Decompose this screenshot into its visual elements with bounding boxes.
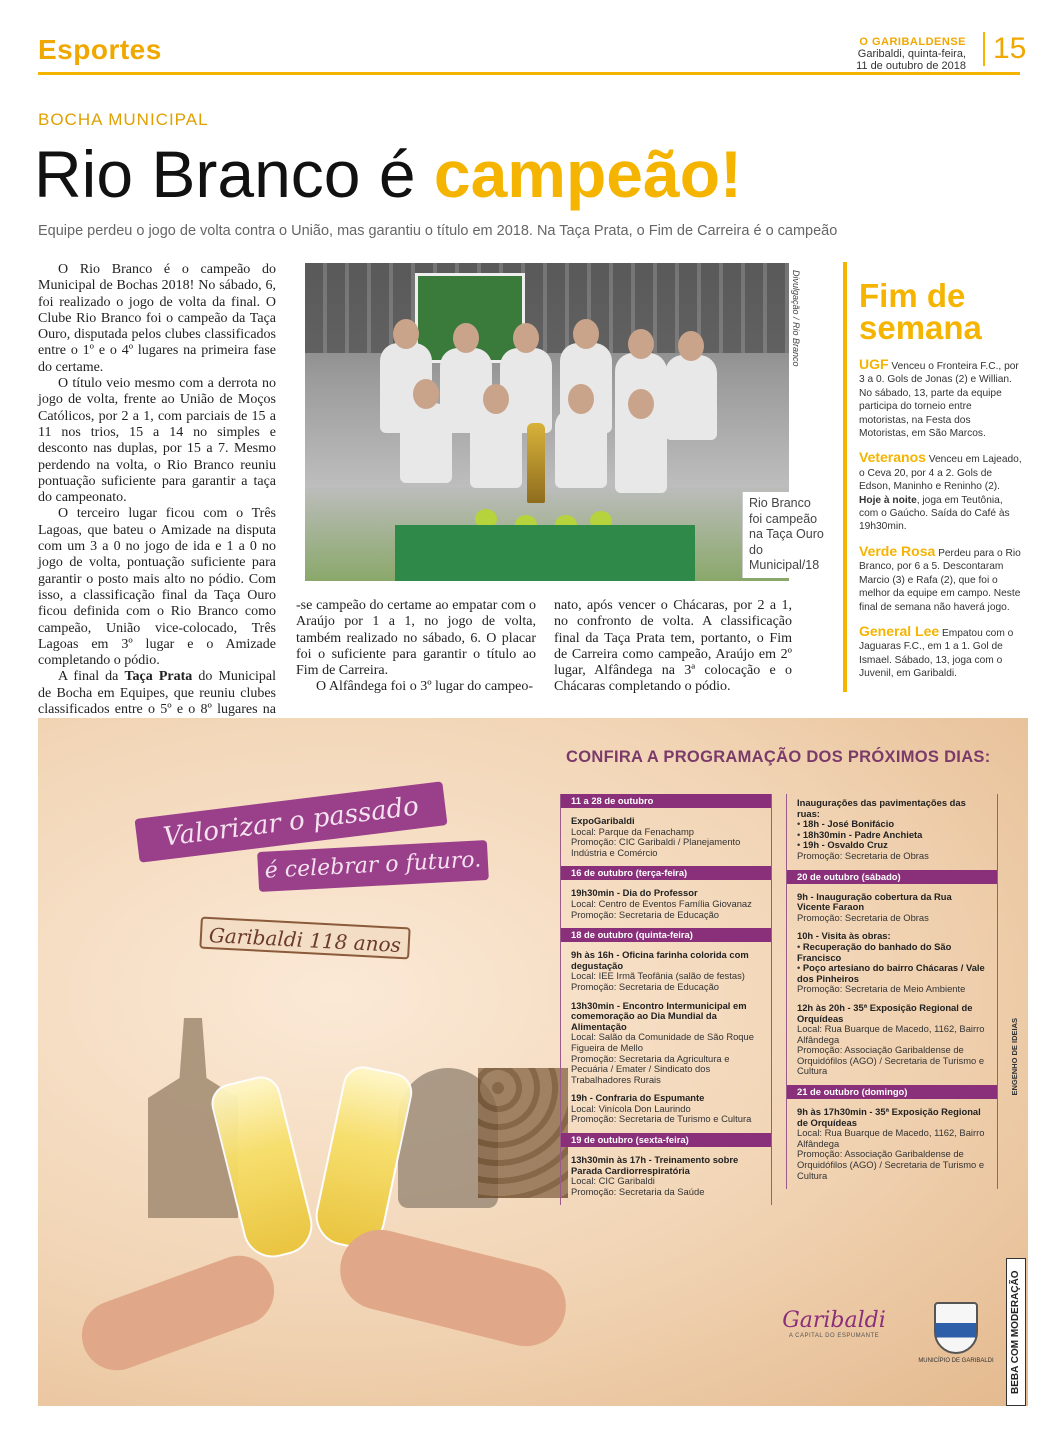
- program-title: CONFIRA A PROGRAMAÇÃO DOS PRÓXIMOS DIAS:: [566, 748, 991, 766]
- event-detail: Promoção: CIC Garibaldi / Planejamento Indústria e Comércio: [571, 836, 741, 858]
- event-detail: Promoção: Secretaria de Educação: [571, 908, 719, 920]
- municipality-label: MUNICÍPIO DE GARIBALDI: [918, 1358, 994, 1364]
- event-title: Inaugurações das pavimentações das ruas:: [797, 797, 966, 819]
- team-result: Perdeu para o Rio Branco, por 6 a 5. Descontaram Marcio (3) e Rafa (2), que foi o melhor da equipe em campo. Neste final de semana não haverá jogo.: [859, 547, 1021, 613]
- article-paragraph: O terceiro lugar ficou com o Três Lagoas, que bateu o Amizade na disputa com um 3 a 0 no jogo de ida e 1 a 0 no jogo de volta, pontuação suficiente para garantir o posto mais alto no pódio. Com isso, a classificação final da Taça Ouro ficou definida com o Rio Branco como campeão, União vice-colocado, Três Lagoas em 3º lugar e o Amizade completando o pódio.: [38, 506, 276, 669]
- event-detail: Local: Centro de Eventos Família Giovanaz: [571, 897, 752, 909]
- subhead: Equipe perdeu o jogo de volta contra o União, mas garantiu o título em 2018. Na Taça Prata, o Fim de Carreira é o campeão: [38, 223, 838, 239]
- player: [555, 408, 607, 488]
- headline-accent: campeão!: [433, 137, 742, 211]
- player: [665, 355, 717, 440]
- program-event: [787, 931, 997, 995]
- program-event: [787, 892, 997, 924]
- barrels-illustration: [478, 1068, 568, 1198]
- player-head: [413, 379, 439, 409]
- program-event: [561, 888, 771, 920]
- team-name: Verde Rosa: [859, 542, 936, 559]
- event-detail: Promoção: Secretaria da Agricultura e Pecuária / Emater / Sindicato dos Trabalhadores Rurais: [571, 1052, 730, 1085]
- event-list-item: 18h30min - Padre Anchieta: [802, 828, 923, 840]
- team-photo: [305, 263, 789, 581]
- program-date-header: 11 a 28 de outubro: [561, 794, 771, 808]
- photo-caption: Rio Branco foi campeão na Taça Ouro do Municipal/18: [742, 492, 832, 578]
- player-head: [483, 384, 509, 414]
- hand-illustration: [332, 1221, 575, 1354]
- player-head: [628, 329, 654, 359]
- event-detail: Promoção: Secretaria de Meio Ambiente: [797, 983, 966, 995]
- trophy: [527, 423, 545, 503]
- event-detail: Promoção: Secretaria de Obras: [797, 911, 929, 923]
- event-list: [797, 942, 987, 984]
- program-date-header: 16 de outubro (terça-feira): [561, 866, 771, 880]
- team-name: General Lee: [859, 622, 940, 639]
- event-title: ExpoGaribaldi: [571, 815, 635, 826]
- ad-ribbon-3: Garibaldi 118 anos: [199, 917, 410, 960]
- sidebar-item: [859, 542, 1023, 614]
- event-detail: Local: Rua Buarque de Macedo, 1162, Bairro Alfândega: [797, 1127, 985, 1149]
- event-title: 19h30min - Dia do Professor: [571, 887, 698, 899]
- player-head: [568, 384, 594, 414]
- event-detail: Local: Parque da Fenachamp: [571, 825, 694, 837]
- event-detail: Local: Vinícola Don Laurindo: [571, 1102, 691, 1114]
- player: [615, 413, 667, 493]
- paper-name: O GARIBALDENSE: [859, 36, 966, 48]
- event-title: 9h às 16h - Oficina farinha colorida com degustação: [571, 949, 749, 971]
- crest-icon: [934, 1302, 978, 1354]
- ad-ribbon-1: Valorizar o passado: [134, 781, 447, 862]
- article-paragraph: O Rio Branco é o campeão do Municipal de Bochas 2018! No sábado, 6, foi realizado o jogo de volta da final. O Clube Rio Branco foi o campeão da Taça Ouro, disputada pelos clubes classificados entre o 1º e o 4º lugares na primeira fase do certame.: [38, 262, 276, 375]
- sidebar-title-line-1: Fim de: [859, 277, 966, 314]
- event-list-item: Poço artesiano do bairro Chácaras / Vale dos Pinheiros: [797, 962, 985, 984]
- date-line-2: 11 de outubro de 2018: [856, 60, 966, 72]
- article-paragraph: O Alfândega foi o 3º lugar do campeo-: [316, 679, 533, 695]
- event-detail: Promoção: Secretaria da Saúde: [571, 1185, 705, 1197]
- para4-after: do Municipal de Bocha em Equipes, que reuniu clubes classificados entre o 5º e o 8º lugares na: [38, 669, 277, 718]
- para4-before: A final da: [58, 669, 125, 685]
- article-column-2: [296, 598, 536, 696]
- event-list-item: Recuperação do banhado do São Francisco: [797, 940, 952, 963]
- agency-credit: ENGENHO DE IDEIAS: [1010, 1018, 1019, 1096]
- page-number: 15: [983, 32, 1026, 66]
- masthead: [856, 36, 966, 72]
- date-line-1: Garibaldi, quinta-feira,: [857, 48, 966, 60]
- event-detail: Local: Rua Buarque de Macedo, 1162, Bairro Alfândega: [797, 1023, 985, 1045]
- column-2-text: -se campeão do certame ao empatar com o Araújo por 1 a 1, no jogo de volta, também realizado no sábado, 6. O placar foi o suficiente para garantir o título ao Fim de Carreira.: [296, 598, 536, 679]
- ad-ribbon-2: é celebrar o futuro.: [257, 840, 489, 892]
- program-date-header: 18 de outubro (quinta-feira): [561, 928, 771, 942]
- sidebar-title-line-2: semana: [859, 309, 982, 346]
- event-list-item: 18h - José Bonifácio: [802, 818, 895, 830]
- player-head: [393, 319, 419, 349]
- event-detail: Promoção: Secretaria de Turismo e Cultura: [571, 1113, 752, 1125]
- player: [400, 403, 452, 483]
- event-title: 13h30min às 17h - Treinamento sobre Parada Cardiorrespiratória: [571, 1154, 739, 1176]
- team-result: Empatou com o Jaguaras F.C., em 1 a 1. Gol de Ismael. Sábado, 13, joga com o Juvenil, em Garibaldi.: [859, 627, 1014, 680]
- event-detail: Promoção: Associação Garibaldense de Orquidófilos (AGO) / Secretaria de Turismo e Cultura: [797, 1148, 985, 1181]
- program-event: [561, 1093, 771, 1125]
- team-result-cont: , joga em Teutônia, com o Gaúcho. Saída do Café às 19h30min.: [859, 494, 1010, 533]
- event-title: 12h às 20h - 35ª Exposição Regional de Orquídeas: [797, 1001, 973, 1024]
- municipality-crest: [916, 1302, 996, 1364]
- player-head: [628, 389, 654, 419]
- headline-main: Rio Branco é: [34, 137, 434, 211]
- player: [470, 408, 522, 488]
- kicker: BOCHA MUNICIPAL: [38, 110, 209, 129]
- program-event: [787, 1003, 997, 1077]
- event-title: 9h às 17h30min - 35ª Exposição Regional de Orquídeas: [797, 1106, 981, 1128]
- program-event: [561, 816, 771, 858]
- program-date-header: 20 de outubro (sábado): [787, 870, 997, 884]
- program-event: [561, 1155, 771, 1197]
- event-title: 19h - Confraria do Espumante: [571, 1092, 705, 1104]
- team-result: Venceu o Fronteira F.C., por 3 a 0. Gols de Jonas (2) e Willian. No sábado, 13, parte da equipe participa do torneio entre motoristas, na Festa dos Motoristas, em São Marcos.: [859, 361, 1019, 440]
- team-name: UGF: [859, 356, 889, 372]
- club-flag: [395, 525, 695, 581]
- sidebar-item: [859, 358, 1023, 440]
- program-date-header: 21 de outubro (domingo): [787, 1085, 997, 1099]
- player-head: [513, 323, 539, 353]
- team-result: Venceu em Lajeado, o Ceva 20, por 4 a 2. Gols de Edson, Maninho e Reninho (2).: [859, 454, 1022, 493]
- para4-bold: Taça Prata: [124, 669, 193, 685]
- player-head: [678, 331, 704, 361]
- event-list: [797, 819, 987, 851]
- program-date-header: 19 de outubro (sexta-feira): [561, 1133, 771, 1147]
- program-event: [561, 950, 771, 992]
- event-detail: Promoção: Secretaria de Obras: [797, 849, 929, 861]
- garibaldi-logo: [774, 1308, 894, 1368]
- column-3-text: nato, após vencer o Chácaras, por 2 a 1, no confronto de volta. A classificação final da Taça Prata tem, portanto, o Fim de Carreira como campeão, Araújo em 2º lugar, Alfândega na 3ª colocação e o Chácaras completando o pódio.: [554, 598, 792, 695]
- player-head: [573, 319, 599, 349]
- section-label: Esportes: [38, 34, 162, 65]
- team-name: Veteranos: [859, 449, 926, 466]
- event-list-item: 19h - Osvaldo Cruz: [802, 839, 888, 851]
- hand-illustration: [72, 1246, 284, 1380]
- event-title: 13h30min - Encontro Intermunicipal em comemoração ao Dia Mundial da Alimentação: [571, 999, 747, 1032]
- logo-word: Garibaldi: [782, 1308, 886, 1333]
- sidebar-title: [859, 277, 1023, 346]
- weekend-sidebar: [843, 262, 1023, 692]
- player-head: [453, 323, 479, 353]
- header-rule: [38, 72, 1020, 75]
- event-detail: Promoção: Associação Garibaldense de Orquidófilos (AGO) / Secretaria de Turismo e Cultura: [797, 1044, 985, 1077]
- garibaldi-ad: [38, 718, 1028, 1406]
- sidebar-item: [859, 451, 1023, 533]
- article-paragraph: O título veio mesmo com a derrota no jogo de volta, frente ao União de Moços Católicos, por 2 a 1, com parciais de 15 a 11 nos trios, 15 a 14 no simples e desconto nas duplas, por 15 a 7. Mesmo perdendo na volta, o Rio Branco reuniu pontuação suficiente para garantir a taça do campeonato.: [38, 376, 276, 506]
- event-title: 9h - Inauguração cobertura da Rua Vicente Faraon: [797, 890, 952, 913]
- event-detail: Local: IEE Irmã Teofânia (salão de festas): [571, 970, 745, 982]
- logo-tagline: A CAPITAL DO ESPUMANTE: [788, 1333, 880, 1339]
- program-column-left: [560, 794, 772, 1205]
- program-event: [787, 798, 997, 862]
- headline: [34, 134, 742, 214]
- program-event: [787, 1107, 997, 1181]
- photo-credit: Divulgação / Rio Branco: [791, 270, 801, 367]
- event-title: 10h - Visita às obras:: [797, 930, 891, 942]
- team-result-bold: Hoje à noite: [859, 494, 917, 506]
- event-detail: Promoção: Secretaria de Educação: [571, 980, 719, 992]
- drink-responsibly-notice: BEBA COM MODERAÇÃO: [1006, 1258, 1026, 1406]
- event-detail: Local: Salão da Comunidade de São Roque Figueira de Mello: [571, 1031, 754, 1053]
- article-column-3: [554, 598, 792, 696]
- event-detail: Local: CIC Garibaldi: [571, 1175, 655, 1187]
- program-event: [561, 1001, 771, 1086]
- photo-wall: [305, 263, 789, 353]
- article-column-1: [38, 262, 276, 767]
- sidebar-item: [859, 622, 1023, 681]
- program-column-right: [786, 794, 998, 1189]
